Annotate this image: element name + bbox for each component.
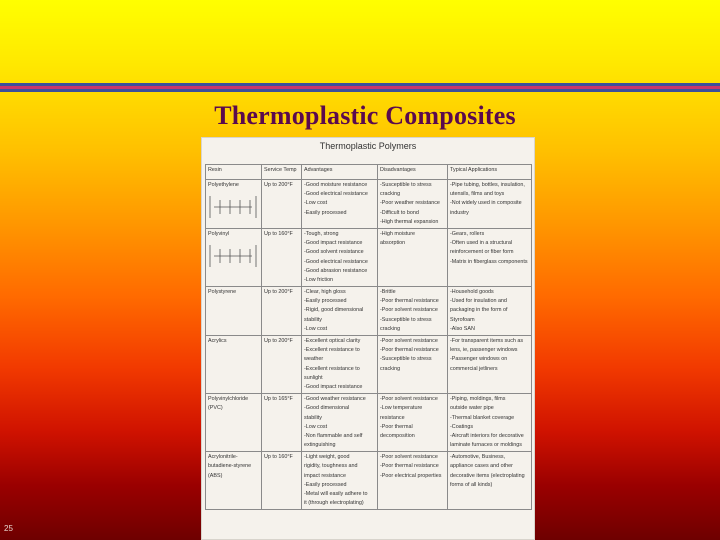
advantages-line: -Excellent resistance to [304, 347, 360, 354]
cell-applications [448, 287, 532, 336]
applications-line: -Gears, rollers [450, 230, 485, 237]
thermoplastic-polymers-table [205, 164, 532, 510]
disadvantages-line: -Brittle [380, 289, 396, 296]
cell-resin [206, 287, 262, 336]
applications-line: -For transparent items such as [450, 338, 524, 344]
table-row [206, 228, 532, 286]
advantages-line: stability [304, 316, 322, 323]
cell-service-temp: Up to 165°F [262, 394, 302, 452]
cell-disadvantages [378, 336, 448, 394]
disadvantages-line: -High moisture [380, 230, 416, 237]
resin-name: Polyvinyl [208, 230, 230, 237]
applications-line: decorative items (electroplating [450, 472, 525, 479]
scanned-table-image [201, 137, 535, 540]
cell-service-temp: Up to 200°F [262, 336, 302, 394]
cell-resin [206, 228, 262, 286]
advantages-line: -Easily processed [304, 209, 347, 216]
disadvantages-line: -Difficult to bond [380, 209, 419, 216]
advantages-line: -Tough, strong [304, 230, 339, 237]
cell-disadvantages [378, 287, 448, 336]
applications-line: packaging in the form of [450, 307, 508, 314]
applications-line: -Pipe tubing, bottles, insulation, [450, 182, 525, 188]
advantages-line: extinguishing [304, 442, 336, 449]
disadvantages-line: -Poor thermal resistance [380, 463, 439, 470]
cell-advantages [302, 394, 378, 452]
applications-line: -Coatings [450, 423, 474, 430]
table-row [206, 180, 532, 229]
disadvantages-line: -Poor weather resistance [380, 200, 440, 207]
applications-line: -Matrix in fiberglass components [450, 258, 528, 265]
disadvantages-line: cracking [380, 191, 401, 198]
cell-applications [448, 228, 532, 286]
disadvantages-line: -Poor thermal resistance [380, 347, 439, 354]
disadvantages-line: cracking [380, 365, 401, 372]
disadvantages-line: -Poor solvent resistance [380, 454, 438, 461]
cell-disadvantages [378, 228, 448, 286]
chemical-structure-drawing [208, 241, 258, 271]
applications-line: reinforcement or fiber form [450, 249, 514, 256]
cell-advantages [302, 287, 378, 336]
cell-applications [448, 180, 532, 229]
column-header-service-temp: Service Temp [262, 165, 302, 180]
advantages-line: -Non flammable and self [304, 432, 363, 439]
advantages-line: -Light weight, good [304, 454, 350, 461]
applications-line: -Aircraft interiors for decorative [450, 432, 524, 439]
applications-line: -Used for insulation and [450, 298, 507, 305]
applications-line: -Household goods [450, 289, 494, 296]
disadvantages-line: decomposition [380, 432, 415, 439]
page-number: 25 [4, 524, 13, 533]
applications-line: appliance cases and other [450, 463, 513, 470]
applications-line: -Not widely used in composite [450, 200, 522, 207]
disadvantages-line: -Poor solvent resistance [380, 396, 438, 403]
applications-line: lens, ie, passenger windows [450, 347, 518, 354]
applications-line: forms of all kinds) [450, 481, 493, 488]
cell-advantages [302, 336, 378, 394]
table-row [206, 394, 532, 452]
advantages-line: -Metal will easily adhere to [304, 491, 368, 497]
cell-disadvantages [378, 394, 448, 452]
table-header-row [206, 165, 532, 180]
disadvantages-line: -Poor solvent resistance [380, 307, 438, 314]
disadvantages-line: cracking [380, 325, 401, 332]
resin-name: Polystyrene [208, 289, 237, 296]
advantages-line: -Rigid, good dimensional [304, 307, 364, 314]
disadvantages-line: -Low temperature [380, 405, 423, 412]
advantages-line: rigidity, toughness and [304, 463, 358, 470]
advantages-line: -Good moisture resistance [304, 182, 368, 188]
disadvantages-line: -Poor solvent resistance [380, 338, 438, 344]
advantages-line: -Good dimensional [304, 405, 350, 412]
disadvantages-line: -Poor thermal [380, 423, 413, 430]
advantages-line: -Good impact resistance [304, 240, 363, 247]
advantages-line: -Low cost [304, 325, 328, 332]
advantages-line: -Good solvent resistance [304, 249, 364, 256]
advantages-line: -Excellent optical clarity [304, 338, 361, 344]
disadvantages-line: -Poor thermal resistance [380, 298, 439, 305]
applications-line: -Thermal blanket coverage [450, 414, 515, 421]
cell-applications [448, 452, 532, 510]
disadvantages-line: absorption [380, 240, 406, 247]
cell-service-temp: Up to 160°F [262, 452, 302, 510]
disadvantages-line: -High thermal expansion [380, 218, 439, 225]
column-header-applications: Typical Applications [448, 165, 532, 180]
cell-resin [206, 452, 262, 510]
advantages-line: -Good weather resistance [304, 396, 366, 403]
chemical-structure-drawing [208, 192, 258, 222]
disadvantages-line: -Poor electrical properties [380, 472, 442, 479]
disadvantages-line: -Susceptible to stress [380, 356, 432, 363]
resin-name: Polyethylene [208, 182, 239, 188]
applications-line: commercial jetliners [450, 365, 498, 372]
column-header-resin: Resin [206, 165, 262, 180]
advantages-line: -Low cost [304, 200, 328, 207]
disadvantages-line: -Susceptible to stress [380, 182, 432, 188]
advantages-line: -Good abrasion resistance [304, 267, 368, 274]
advantages-line: it (through electroplating) [304, 500, 364, 507]
cell-resin [206, 180, 262, 229]
applications-line: -Often used in a structural [450, 240, 513, 247]
cell-applications [448, 394, 532, 452]
applications-line: laminate furnaces or moldings [450, 442, 522, 449]
advantages-line: -Easily processed [304, 298, 347, 305]
table-row [206, 287, 532, 336]
advantages-line: -Low cost [304, 423, 328, 430]
resin-name: Acrylics [208, 338, 227, 344]
applications-line: industry [450, 209, 469, 216]
cell-resin [206, 336, 262, 394]
cell-advantages [302, 228, 378, 286]
applications-line: outside water pipe [450, 405, 494, 412]
applications-line: -Also SAN [450, 325, 475, 332]
cell-service-temp: Up to 200°F [262, 180, 302, 229]
cell-advantages [302, 180, 378, 229]
advantages-line: -Good impact resistance [304, 383, 363, 390]
advantages-line: -Excellent resistance to [304, 365, 360, 372]
disadvantages-line: resistance [380, 414, 405, 421]
table-heading: Thermoplastic Polymers [319, 141, 417, 151]
advantages-line: weather [304, 356, 324, 363]
cell-service-temp: Up to 160°F [262, 228, 302, 286]
applications-line: -Automotive, Business, [450, 454, 506, 461]
cell-advantages [302, 452, 378, 510]
table-row [206, 336, 532, 394]
disadvantages-line: -Susceptible to stress [380, 316, 432, 323]
cell-disadvantages [378, 452, 448, 510]
top-divider-blue-lower [0, 89, 720, 92]
table-row [206, 452, 532, 510]
advantages-line: -Low friction [304, 276, 334, 283]
cell-resin [206, 394, 262, 452]
applications-line: utensils, films and toys [450, 191, 505, 198]
column-header-advantages: Advantages [302, 165, 378, 180]
applications-line: -Passenger windows on [450, 356, 508, 363]
applications-line: Styrofoam [450, 316, 475, 323]
cell-applications [448, 336, 532, 394]
column-header-disadvantages: Disadvantages [378, 165, 448, 180]
advantages-line: -Good electrical resistance [304, 191, 368, 198]
cell-disadvantages [378, 180, 448, 229]
applications-line: -Piping, moldings, films [450, 396, 506, 403]
advantages-line: impact resistance [304, 472, 346, 479]
advantages-line: -Clear, high gloss [304, 289, 346, 296]
advantages-line: sunlight [304, 374, 323, 381]
advantages-line: stability [304, 414, 322, 421]
resin-name: Acrylonitrile-butadiene-styrene (ABS) [208, 454, 252, 479]
advantages-line: -Easily processed [304, 481, 347, 488]
advantages-line: -Good electrical resistance [304, 258, 368, 265]
resin-name: Polyvinylchloride (PVC) [208, 396, 249, 412]
cell-service-temp: Up to 200°F [262, 287, 302, 336]
slide-title: Thermoplastic Composites [214, 101, 516, 130]
